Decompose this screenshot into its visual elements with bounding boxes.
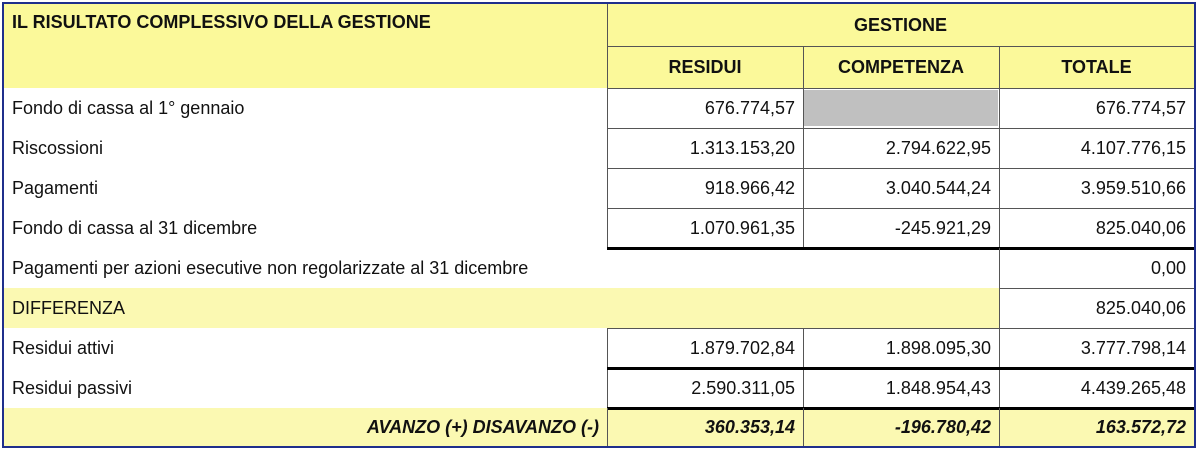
grid-line <box>803 46 804 88</box>
cell-competenza: 2.794.622,95 <box>885 137 991 158</box>
row-label: Riscossioni <box>12 137 104 158</box>
cell-totale: 4.107.776,15 <box>1080 137 1186 158</box>
grid-line <box>607 128 1194 129</box>
group-header-gestione: GESTIONE <box>607 4 1194 46</box>
row-label: Residui passivi <box>12 377 133 398</box>
row-label: Fondo di cassa al 1° gennaio <box>12 97 245 118</box>
grid-line <box>803 408 804 446</box>
cell-competenza-avanzo: -196.780,42 <box>803 408 999 446</box>
grid-line <box>607 367 1194 370</box>
cell-totale: 3.959.510,66 <box>1080 177 1186 198</box>
cell-totale: 0,00 <box>1150 257 1186 278</box>
row-label: Pagamenti <box>12 177 99 198</box>
grid-line <box>607 247 1194 250</box>
cell-residui: 1.879.702,84 <box>689 337 795 358</box>
result-table <box>2 2 1196 448</box>
grid-line <box>999 408 1000 446</box>
table-title: IL RISULTATO COMPLESSIVO DELLA GESTIONE <box>4 4 607 88</box>
row-label: Pagamenti per azioni esecutive non regolarizzate al 31 dicembre <box>12 257 529 278</box>
cell-residui: 1.313.153,20 <box>689 137 795 158</box>
cell-totale: 676.774,57 <box>1095 97 1186 118</box>
cell-competenza: -245.921,29 <box>894 217 991 238</box>
cell-competenza-empty <box>804 90 998 126</box>
cell-competenza: 3.040.544,24 <box>885 177 991 198</box>
grid-line <box>607 208 1194 209</box>
cell-totale: 825.040,06 <box>1095 297 1186 318</box>
grid-line <box>607 168 1194 169</box>
cell-competenza: 1.848.954,43 <box>885 377 991 398</box>
row-label: Residui attivi <box>12 337 115 358</box>
cell-totale: 3.777.798,14 <box>1080 337 1186 358</box>
cell-totale: 4.439.265,48 <box>1080 377 1186 398</box>
grid-line <box>607 328 1194 329</box>
grid-line <box>607 88 1194 89</box>
grid-line <box>999 288 1194 289</box>
grid-line <box>607 408 608 446</box>
cell-residui-avanzo: 360.353,14 <box>607 408 803 446</box>
cell-totale: 825.040,06 <box>1095 217 1186 238</box>
cell-competenza: 1.898.095,30 <box>885 337 991 358</box>
cell-residui: 676.774,57 <box>704 97 795 118</box>
row-label-avanzo: AVANZO (+) DISAVANZO (-) <box>4 408 607 446</box>
cell-totale-avanzo: 163.572,72 <box>999 408 1194 446</box>
grid-line <box>607 46 1194 47</box>
cell-residui: 2.590.311,05 <box>691 377 795 398</box>
column-header-totale: TOTALE <box>999 46 1194 88</box>
cell-residui: 918.966,42 <box>704 177 795 198</box>
row-label: Fondo di cassa al 31 dicembre <box>12 217 258 238</box>
grid-line <box>999 46 1000 88</box>
column-header-residui: RESIDUI <box>607 46 803 88</box>
column-header-competenza: COMPETENZA <box>803 46 999 88</box>
row-label-differenza: DIFFERENZA <box>4 288 999 328</box>
cell-residui: 1.070.961,35 <box>689 217 795 238</box>
grid-line <box>607 407 1194 410</box>
